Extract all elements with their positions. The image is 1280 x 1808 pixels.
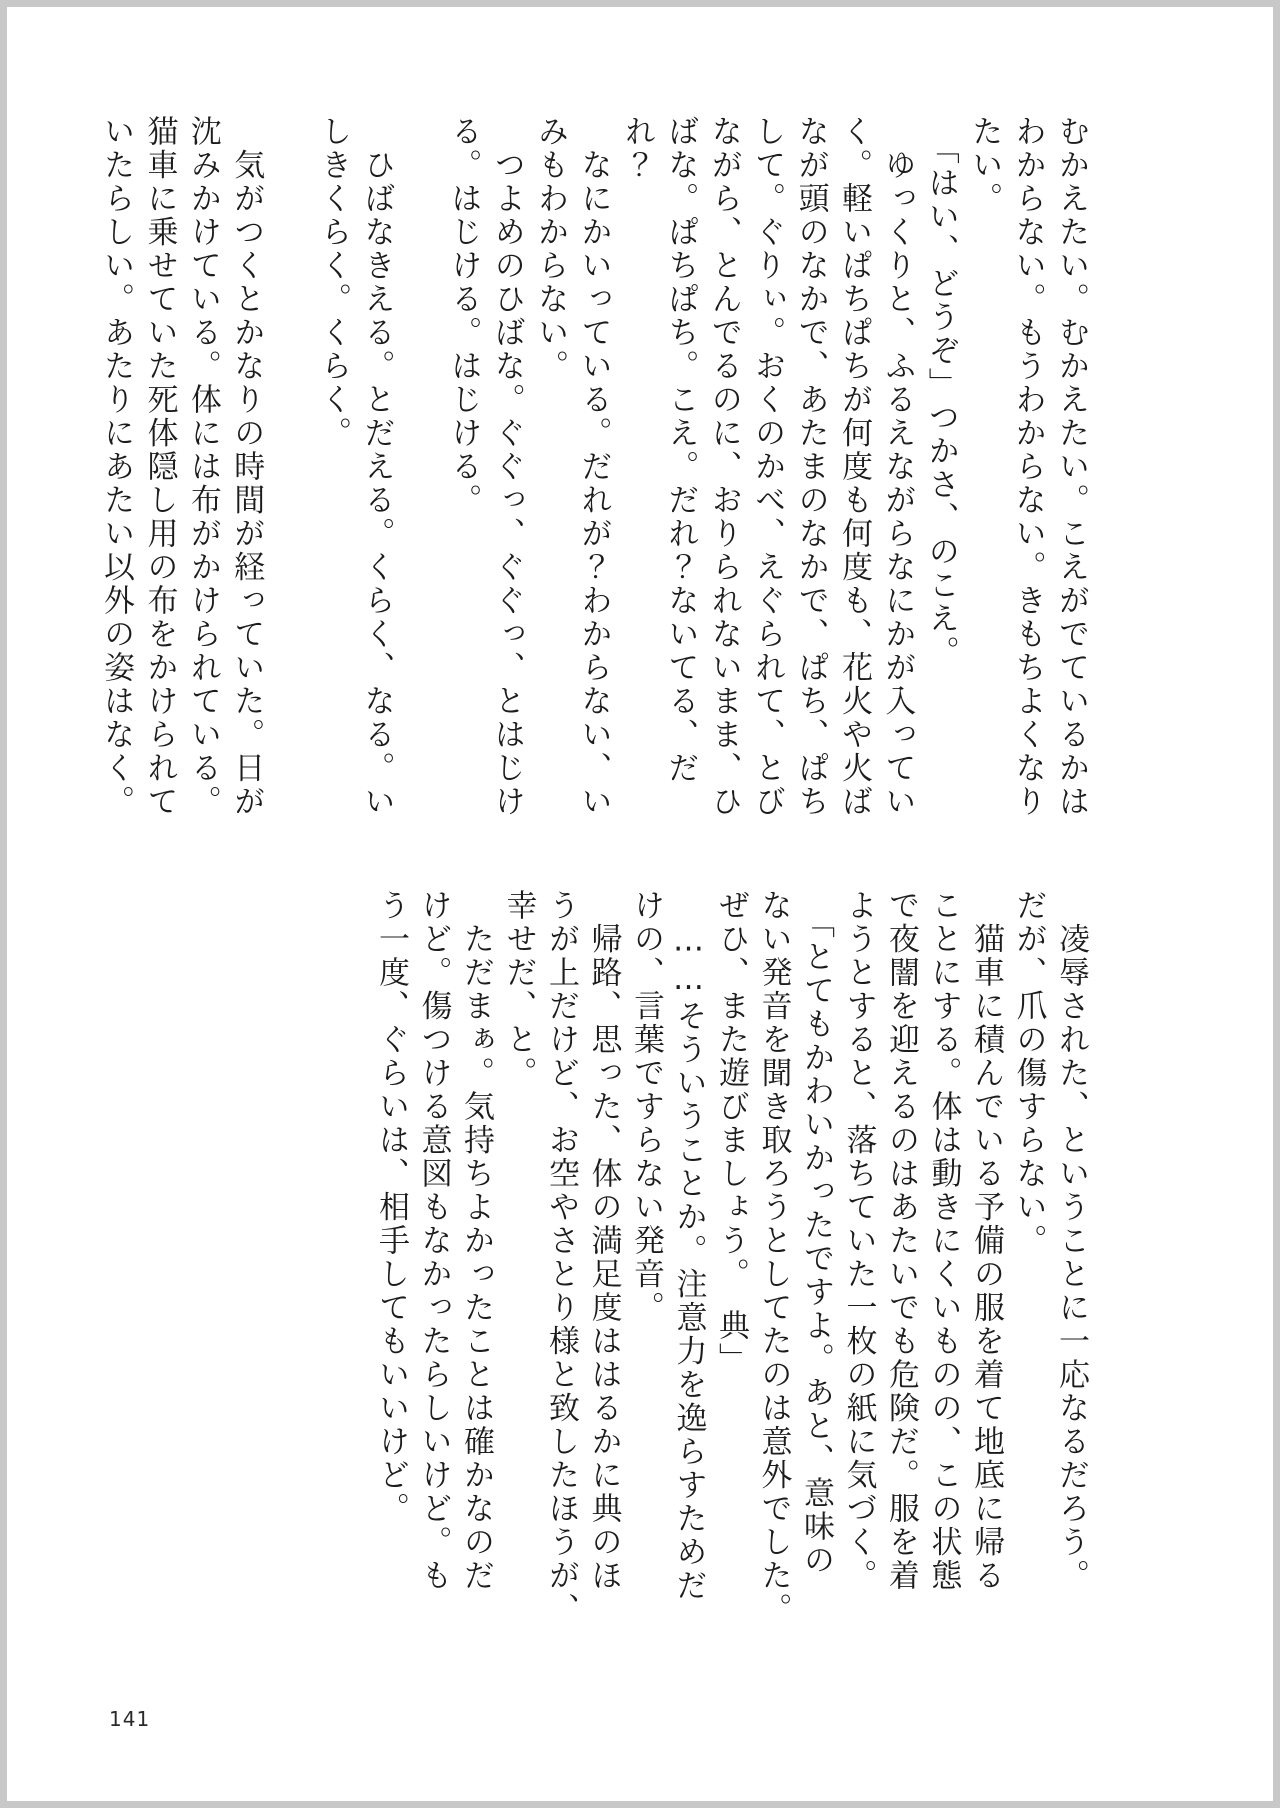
text-column: 沈みかけている。体には布がかけられている。 xyxy=(184,115,221,819)
text-column: 猫車に積んでいる予備の服を着て地底に帰る xyxy=(968,889,1004,1593)
text-column: ようとすると、落ちていた一枚の紙に気づく。 xyxy=(840,889,877,1593)
text-column: うが上だけど、お空やさとり様と致したほうが、 xyxy=(543,889,579,1626)
text-column: つよめのひばな。ぐぐっ、ぐぐっ、とはじけ xyxy=(488,115,525,819)
text-column: みもわからない。 xyxy=(532,115,569,383)
text-column: 「とてもかわいかったですよ。あと、意味の xyxy=(798,889,834,1577)
text-column: 気がつくとかなりの時間が経っていた。日が xyxy=(228,115,265,819)
text-column: して。ぐりぃ。おくのかべ、えぐられて、とび xyxy=(749,115,786,819)
text-column: ばな。ぱちぱち。こえ。だれ？ないてる、だ xyxy=(662,115,699,785)
text-column: わからない。もうわからない。きもちよくなり xyxy=(1009,115,1046,819)
text-column: ゆっくりと、ふるえながらなにかが入ってい xyxy=(879,115,916,819)
text-column: けど。傷つける意図もなかったらしいけど。も xyxy=(415,889,452,1593)
text-column: 凌辱された、ということに一応なるだろう。 xyxy=(1053,889,1089,1593)
text-column: しきくらく。くらく。 xyxy=(315,115,352,450)
text-column: 幸せだ、と。 xyxy=(500,889,537,1090)
text-column: ただまぁ。気持ちよかったことは確かなのだ xyxy=(458,889,494,1593)
text-column: むかえたい。むかえたい。こえがでているかは xyxy=(1053,115,1089,819)
text-column: る。はじける。はじける。 xyxy=(445,115,482,517)
text-column: けの、言葉ですらない発音。 xyxy=(628,889,664,1325)
text-column xyxy=(267,115,310,855)
text-column: う一度、ぐらいは、相手してもいいけど。 xyxy=(373,889,409,1526)
text-column: れ？ xyxy=(618,115,655,182)
text-column: だが、爪の傷すらない。 xyxy=(1010,889,1047,1258)
text-column: 「はい、どうぞ」つかさ、のこえ。 xyxy=(922,115,959,669)
text-column: 帰路、思った、体の満足度ははるかに典のほ xyxy=(585,889,622,1593)
text-column: 猫車に乗せていた死体隠し用の布をかけられて xyxy=(141,115,178,819)
text-column: く。軽いぱちぱちが何度も何度も、花火や火ば xyxy=(835,115,872,819)
text-column: ひばなきえる。とだえる。くらく、なる。い xyxy=(358,115,395,819)
text-column: いたらしい。あたりにあたい以外の姿はなく。 xyxy=(98,115,135,819)
page-number: 141 xyxy=(109,1707,151,1731)
text-column: ぜひ、また遊びましょう。 典」 xyxy=(713,889,749,1376)
text-column: で夜闇を迎えるのはあたいでも危険だ。服を着 xyxy=(883,889,919,1593)
text-column: ながら、とんでるのに、おりられないまま、ひ xyxy=(705,115,742,819)
text-column: なにかいっている。だれが？わからない、い xyxy=(575,115,612,819)
text-column: なが頭のなかで、あたまのなかで、ぱち、ぱち xyxy=(792,115,829,819)
text-column: ……そういうことか。注意力を逸らすためだ xyxy=(670,889,707,1603)
text-column: たい。 xyxy=(966,115,1003,216)
lower-text-block xyxy=(370,889,1093,1629)
text-column: ことにする。体は動きにくいものの、この状態 xyxy=(925,889,962,1593)
upper-text-block xyxy=(94,115,1092,855)
text-column xyxy=(398,115,441,855)
text-column: ない発音を聞き取ろうとしてたのは意外でした。 xyxy=(755,889,792,1626)
